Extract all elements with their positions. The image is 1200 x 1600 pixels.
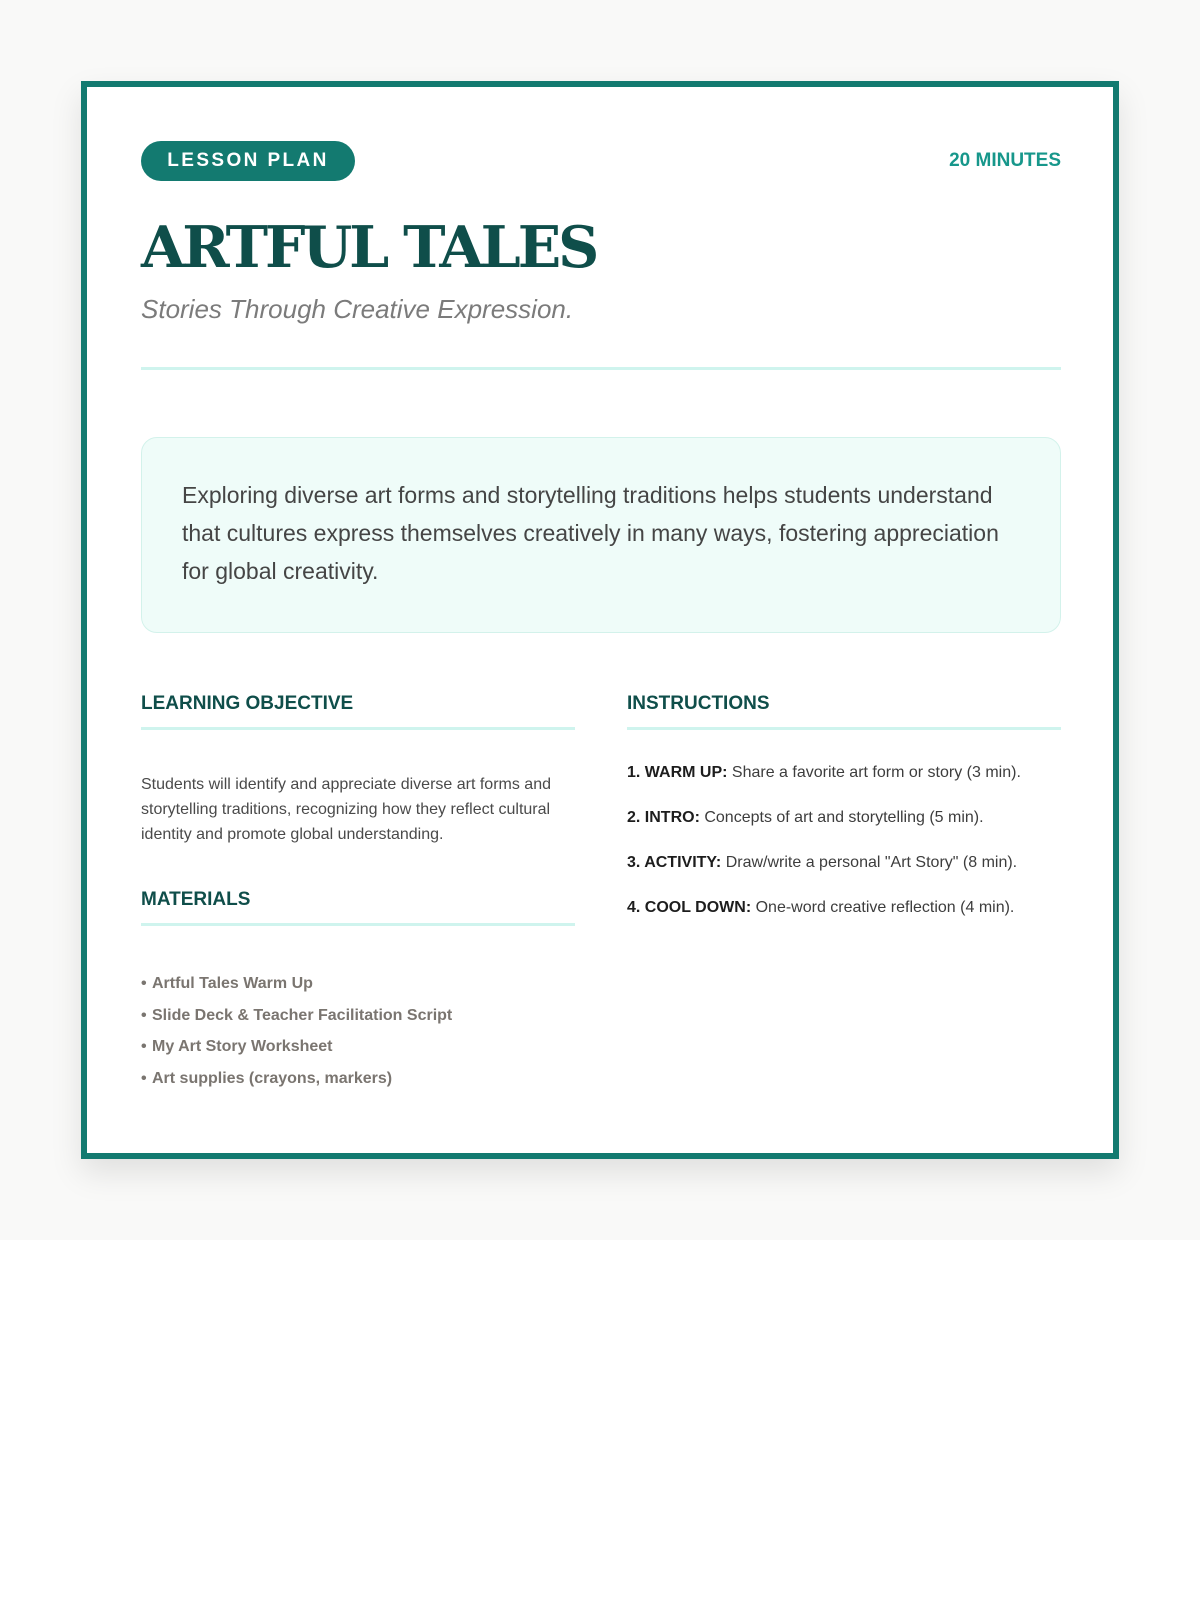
bullet-icon: • [141, 1038, 147, 1055]
materials-item-text: Slide Deck & Teacher Facilitation Script [152, 1006, 453, 1024]
materials-item [141, 1000, 575, 1032]
left-column [141, 691, 575, 1094]
materials-item [141, 968, 575, 1000]
card-header [141, 141, 1061, 181]
instruction-step [627, 760, 1061, 785]
instruction-step-label: 1. WARM UP: [627, 764, 728, 781]
learning-objective-heading: LEARNING OBJECTIVE [141, 691, 575, 730]
lesson-subtitle: Stories Through Creative Expression. [141, 294, 574, 324]
instruction-step-text: Draw/write a personal "Art Story" (8 min). [725, 854, 1018, 871]
bullet-icon: • [141, 1006, 147, 1024]
summary-box [141, 437, 1061, 633]
instruction-step-label: 2. INTRO: [627, 809, 700, 826]
instruction-step-label: 3. ACTIVITY: [627, 854, 722, 871]
summary-text: Exploring diverse art forms and storytelling traditions helps students understand that cultures express themselves creatively in many ways, fostering appreciation for global creativity. [182, 482, 999, 584]
duration-label: 20 MINUTES [949, 150, 1061, 171]
learning-objective-text: Students will identify and appreciate diverse art forms and storytelling traditions, recognizing how they reflect cultural identity and promote global understanding. [141, 776, 551, 843]
instruction-step [627, 805, 1061, 830]
materials-item-text: Art supplies (crayons, markers) [152, 1069, 393, 1087]
materials-item [141, 1031, 575, 1063]
instruction-step-label: 4. COOL DOWN: [627, 899, 752, 916]
bullet-icon: • [141, 975, 147, 992]
materials-item-text: Artful Tales Warm Up [152, 975, 313, 992]
instruction-step-text: Concepts of art and storytelling (5 min). [704, 809, 984, 826]
instruction-step [627, 895, 1061, 920]
header-divider [141, 367, 1061, 370]
lesson-plan-badge: LESSON PLAN [141, 141, 355, 181]
instructions-list [627, 760, 1061, 920]
instruction-step-text: One-word creative reflection (4 min). [755, 899, 1015, 916]
instruction-step-text: Share a favorite art form or story (3 min). [731, 764, 1021, 781]
right-column [627, 691, 1061, 940]
lesson-title: ARTFUL TALES [141, 214, 597, 281]
materials-heading: MATERIALS [141, 887, 575, 926]
bullet-icon: • [141, 1069, 147, 1087]
lesson-plan-card [81, 81, 1119, 1159]
materials-list [141, 968, 575, 1094]
instruction-step [627, 850, 1061, 875]
materials-item [141, 1063, 575, 1095]
instructions-heading: INSTRUCTIONS [627, 691, 1061, 730]
materials-item-text: My Art Story Worksheet [152, 1038, 333, 1055]
